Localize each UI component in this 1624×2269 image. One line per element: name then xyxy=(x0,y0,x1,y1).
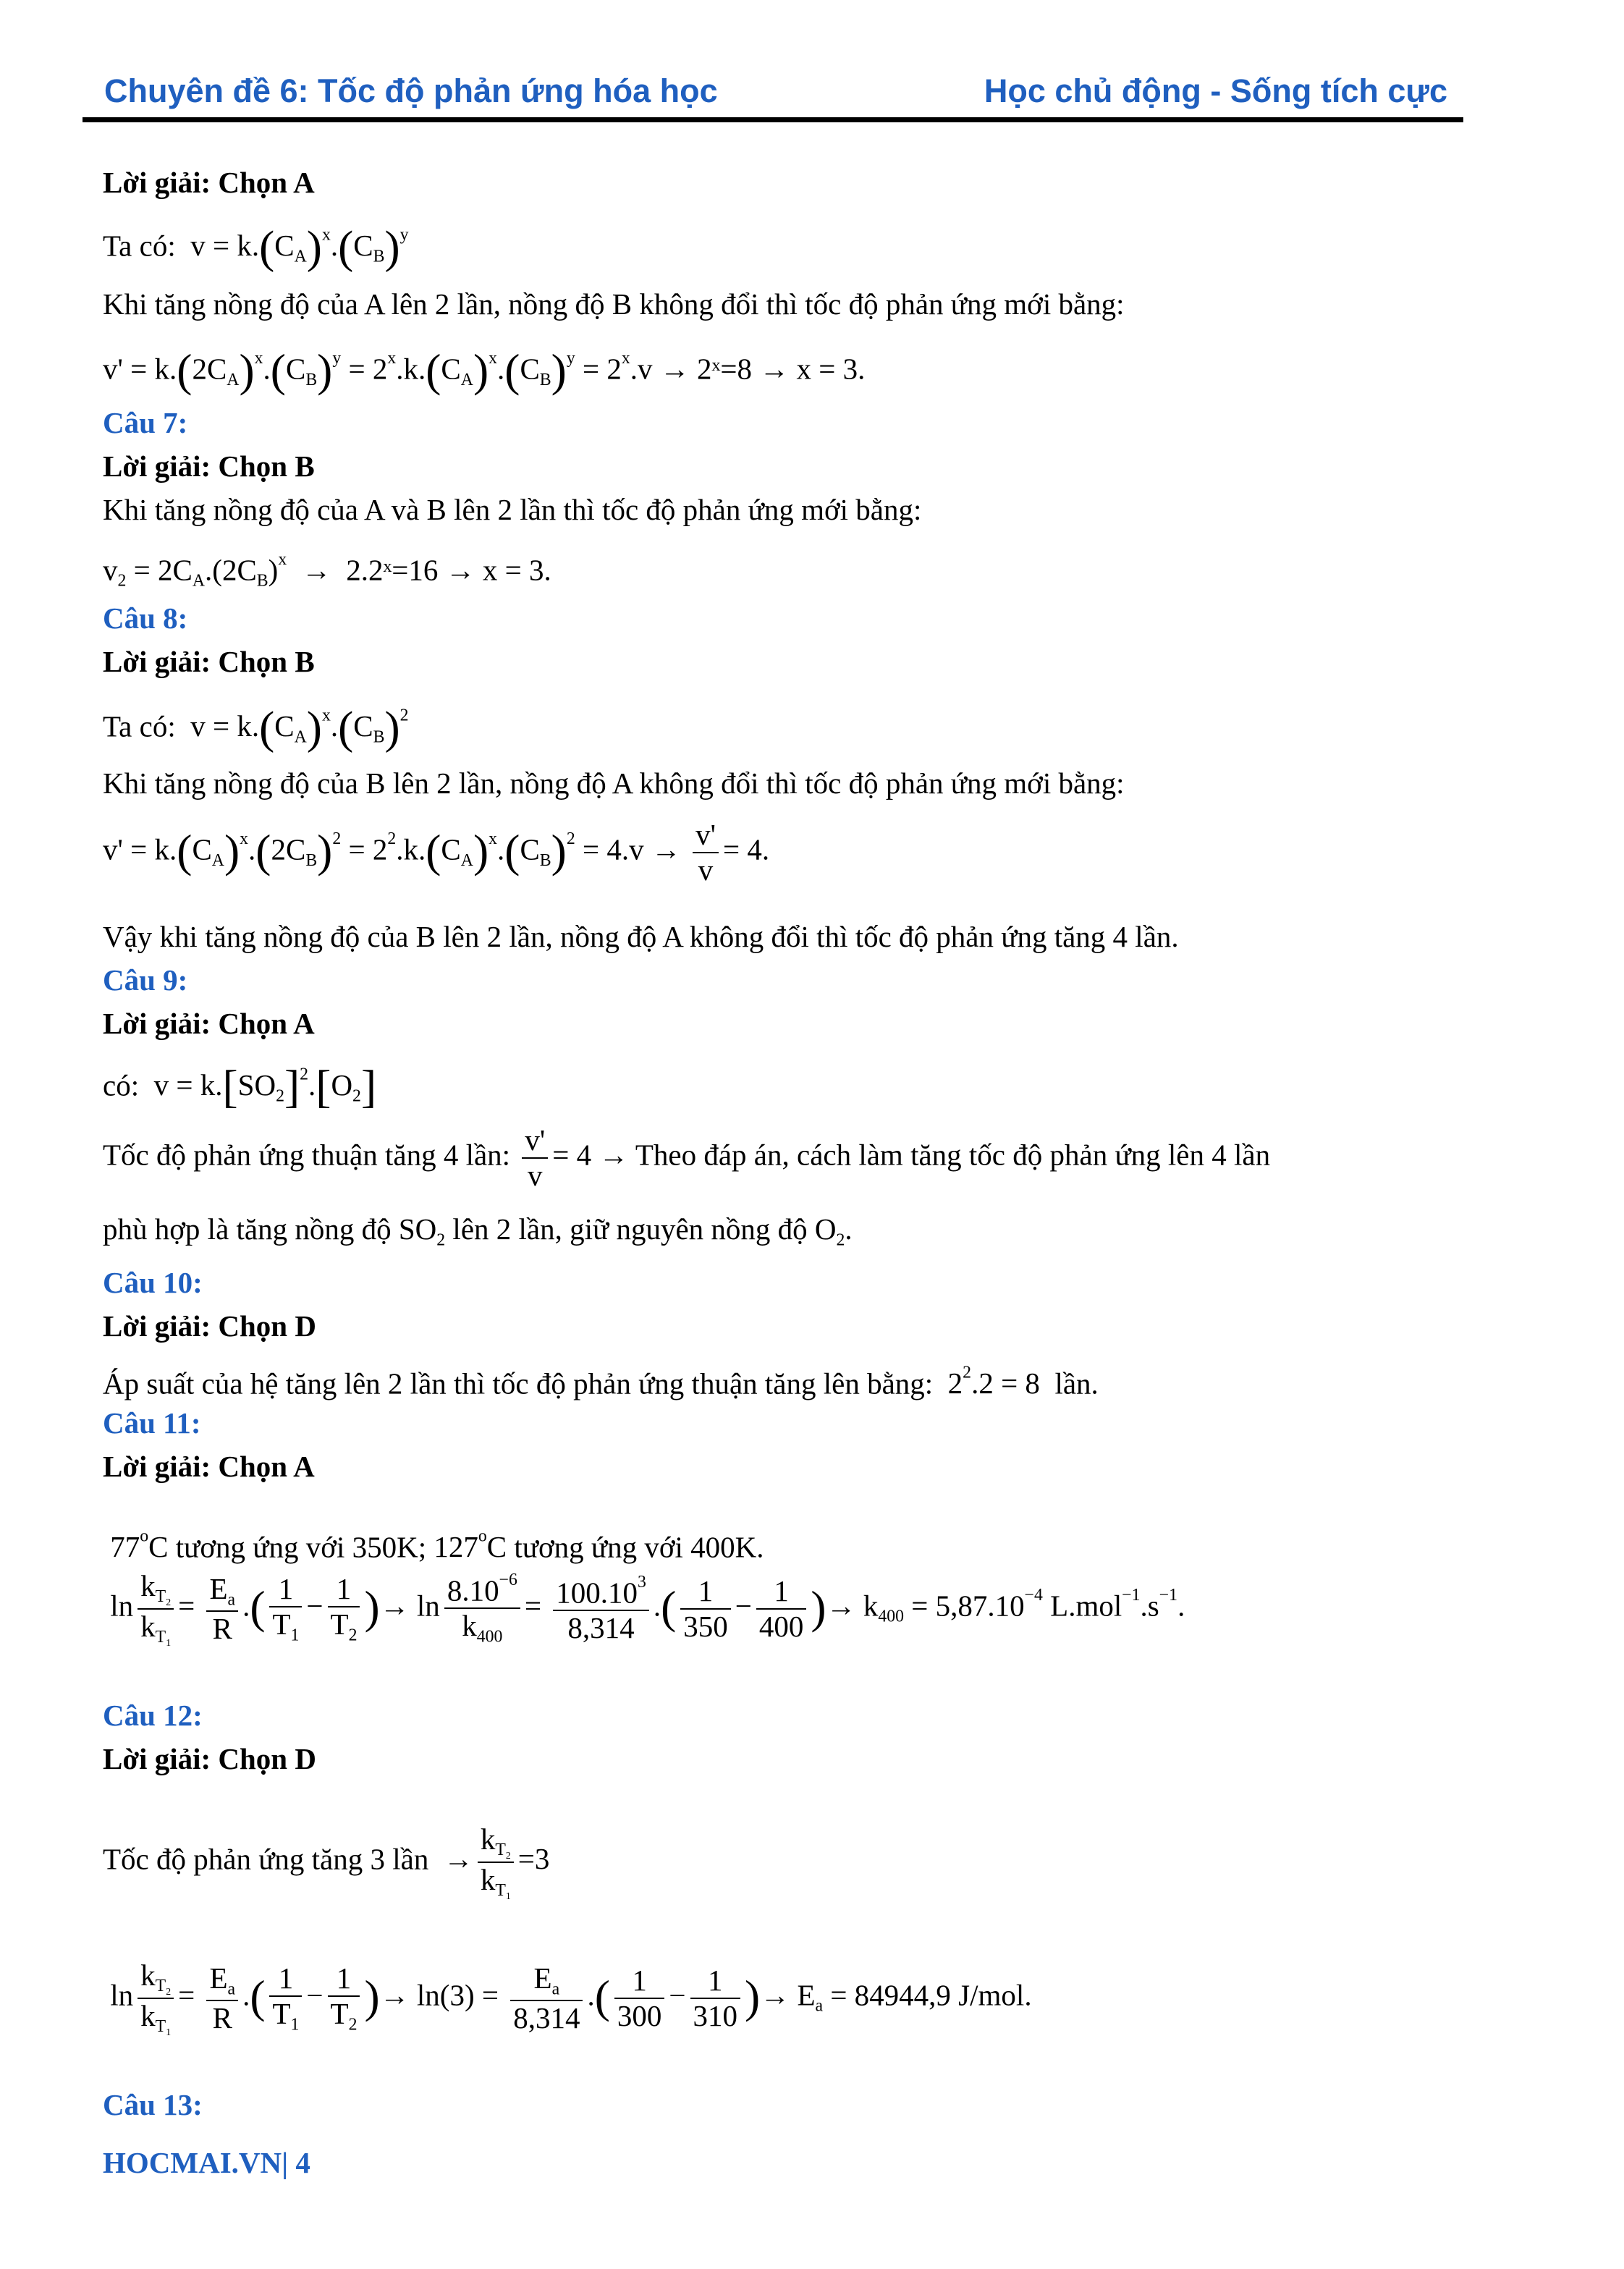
slogan: Học chủ động - Sống tích cực xyxy=(984,72,1447,109)
q12-equation: ln $\frac{k_{T_2}}{k_{T_1}}$ = $\frac{E_a}{R}$ .( $\frac{1}{T_1}$ − $\frac{1}{T_2}$ )→ ln(3) = $\frac{E_a}{8,314}$ .( $\frac{1}{300}$ − $\frac{1}{310}$ )→ $E_a = 84944,9$ J/mol. xyxy=(103,1959,1032,2038)
header-divider xyxy=(83,117,1463,122)
footer-site: HOCMAI.VN| xyxy=(103,2146,289,2179)
q11-temperatures: 77$^o$C tương ứng với 350K; 127$^o$C tương ứng với 400K. xyxy=(103,1527,764,1564)
q10-title: Câu 10: xyxy=(103,1266,203,1299)
q11-equation: ln $\frac{k_{T_2}}{k_{T_1}}$ = $\frac{E_a}{R}$ .( $\frac{1}{T_1}$ − $\frac{1}{T_2}$ )→ ln $\frac{8.10^{-6}}{k_{400}}$ = $\frac{100.10^3}{8,314}$ .( $\frac{1}{350}$ − $\frac{1}{400}$ )→ $k_{400} = 5,87.10^{-4}$ $L.mol^{-1}.s^{-1}$. xyxy=(103,1569,1185,1649)
q12-solution: Lời giải: Chọn D xyxy=(103,1742,316,1775)
sol6-text: Khi tăng nồng độ của A lên 2 lần, nồng độ B không đổi thì tốc độ phản ứng mới bằng: xyxy=(103,287,1125,321)
q12-text: Tốc độ phản ứng tăng 3 lần → $\frac{k_{T_2}}{k_{T_1}}$ =3 xyxy=(103,1822,550,1902)
sol6-equation: $v' = k.(2C_A)^x.(C_B)^y = 2^x.k.(C_A)^x.(C_B)^y = 2^x.v$ → 2ˣ=8 → x = 3. xyxy=(103,345,866,396)
q7-text: Khi tăng nồng độ của A và B lên 2 lần thì tốc độ phản ứng mới bằng: xyxy=(103,493,922,526)
q13-title: Câu 13: xyxy=(103,2088,203,2121)
q9-solution: Lời giải: Chọn A xyxy=(103,1007,315,1040)
page-number: 4 xyxy=(295,2146,310,2179)
q11-solution: Lời giải: Chọn A xyxy=(103,1450,315,1483)
chapter-title: Chuyên đề 6: Tốc độ phản ứng hóa học xyxy=(104,72,718,109)
q8-rate-law: Ta có: $v = k.(C_A)^x.(C_B)^2$ xyxy=(103,702,409,753)
page-footer xyxy=(103,2145,310,2180)
q7-solution: Lời giải: Chọn B xyxy=(103,449,315,483)
q10-solution: Lời giải: Chọn D xyxy=(103,1309,316,1343)
q9-title: Câu 9: xyxy=(103,963,188,997)
q10-text: Áp suất của hệ tăng lên 2 lần thì tốc độ phản ứng thuận tăng lên bằng: $2^2.2 = 8$ lần. xyxy=(103,1364,1099,1400)
q12-title: Câu 12: xyxy=(103,1699,203,1732)
sol6-rate-law: Ta có: $v = k.(C_A)^x.(C_B)^y$ xyxy=(103,221,409,273)
q8-solution: Lời giải: Chọn B xyxy=(103,645,315,678)
q8-text: Khi tăng nồng độ của B lên 2 lần, nồng độ A không đổi thì tốc độ phản ứng mới bằng: xyxy=(103,766,1125,800)
q9-text-a: Tốc độ phản ứng thuận tăng 4 lần: $\frac{v'}{v}$ = 4 → Theo đáp án, cách làm tăng tốc độ phản ứng lên 4 lần xyxy=(103,1123,1271,1193)
q9-rate-law: có: $v = k.[SO_2]^2.[O_2]$ xyxy=(103,1061,377,1112)
q7-equation: $v_2 = 2C_A.(2C_B)^x$ → 2.2ˣ=16 → x = 3. xyxy=(103,550,551,591)
q8-equation: $v' = k.(C_A)^x.(2C_B)^2 = 2^2.k.(C_A)^x.(C_B)^2 = 4.v$ → $\frac{v'}{v}$ = 4. xyxy=(103,818,770,887)
q9-text-c: phù hợp là tăng nồng độ $SO_2$ lên 2 lần, giữ nguyên nồng độ $O_2$. xyxy=(103,1212,853,1250)
q11-title: Câu 11: xyxy=(103,1406,201,1440)
q7-title: Câu 7: xyxy=(103,406,188,439)
q8-conclusion: Vậy khi tăng nồng độ của B lên 2 lần, nồng độ A không đổi thì tốc độ phản ứng tăng 4 lần. xyxy=(103,920,1179,953)
q8-title: Câu 8: xyxy=(103,601,188,635)
sol6-solution: Lời giải: Chọn A xyxy=(103,166,315,199)
